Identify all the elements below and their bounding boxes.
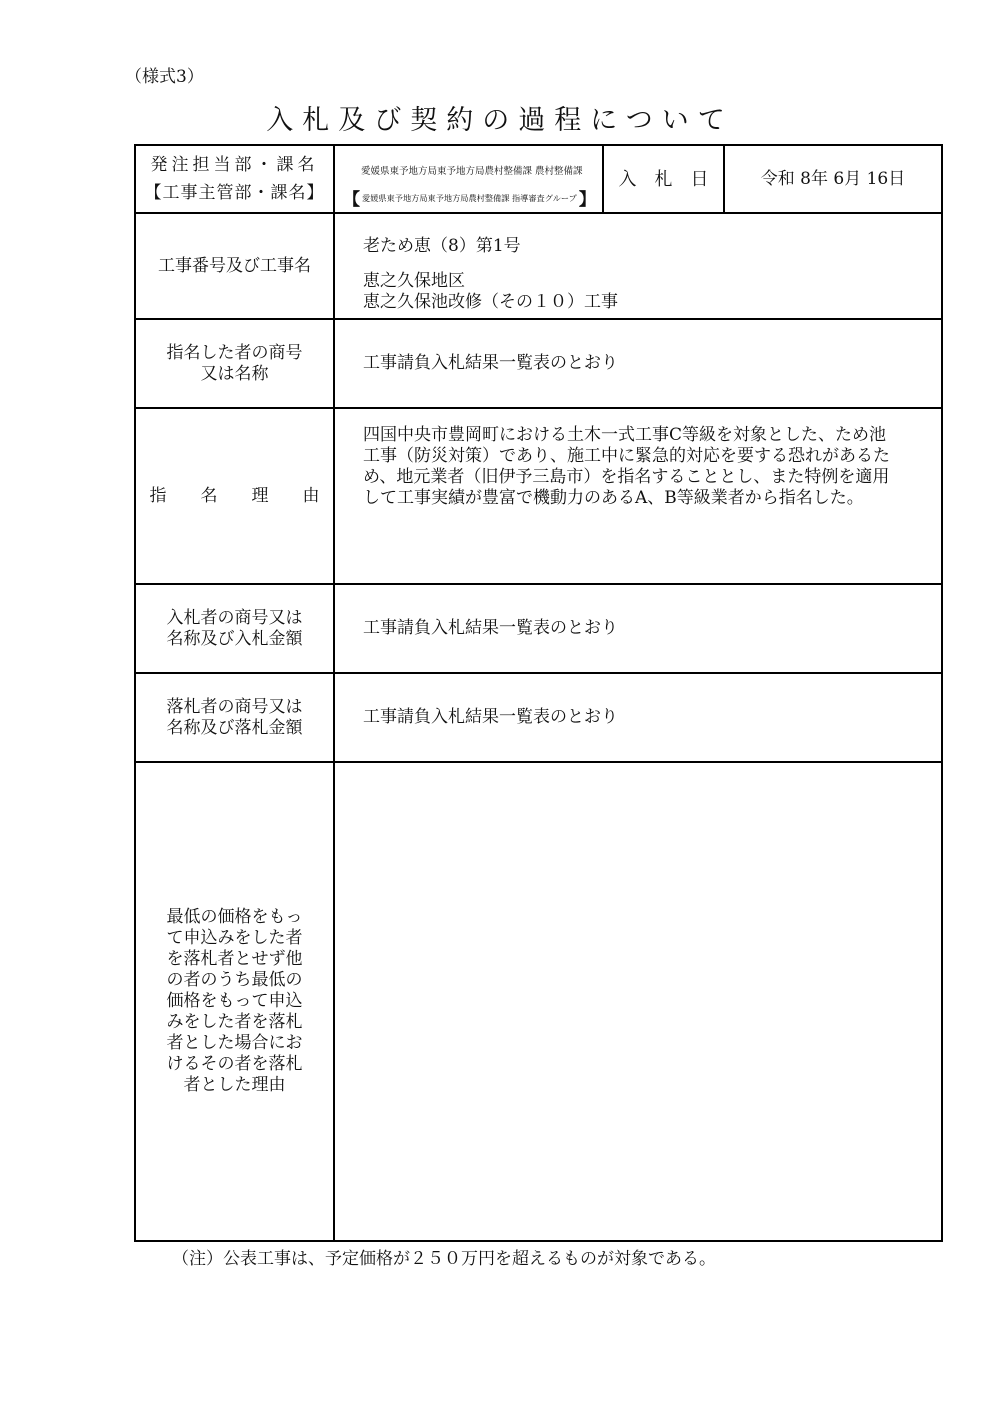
footnote: （注）公表工事は、予定価格が２５０万円を超えるものが対象である。 — [172, 1249, 716, 1269]
lowest-price-reason-value — [335, 763, 941, 1240]
dept-label-line1: 発注担当部・課名 — [150, 155, 319, 175]
dept-label-line2: 【工事主管部・課名】 — [144, 183, 325, 203]
reason-line-3: め、地元業者（旧伊予三島市）を指名することとし、また特例を適用 — [363, 467, 890, 487]
dept-sub-value: 愛媛県東予地方局東予地方局農村整備課 指導審査グループ — [362, 192, 577, 203]
lowest-label-line: て申込みをした者 — [166, 928, 303, 948]
lowest-label-line: 者とした場合にお — [166, 1033, 303, 1053]
lowest-label-line: を落札者とせず他 — [166, 949, 303, 969]
reason-content — [335, 409, 941, 583]
construction-name: 恵之久保池改修（その１０）工事 — [363, 292, 618, 312]
bidders-value: 工事請負入札結果一覧表のとおり — [363, 618, 618, 638]
lowest-label-line: みをした者を落札 — [166, 1012, 303, 1032]
bidders-label-line1: 入札者の商号又は — [166, 607, 303, 628]
dept-sub-row — [343, 185, 596, 210]
winner-label-line1: 落札者の商号又は — [166, 696, 303, 717]
construction-number: 老ため恵（8）第1号 — [363, 236, 521, 256]
reason-line-2: 工事（防災対策）であり、施工中に緊急的対応を要する恐れがあるた — [363, 446, 890, 466]
bracket-open: 【 — [343, 190, 360, 210]
reason-line-1: 四国中央市豊岡町における土木一式工事C等級を対象とした、ため池 — [363, 425, 887, 445]
bidders-label-line2: 名称及び入札金額 — [166, 628, 303, 649]
procurement-form-table — [134, 144, 943, 1242]
construction-label: 工事番号及び工事名 — [158, 255, 311, 276]
lowest-label-line: 価格をもって申込 — [166, 991, 303, 1011]
lowest-label-line: 者とした理由 — [183, 1075, 286, 1095]
lowest-label-line: の者のうち最低の — [166, 970, 303, 990]
dept-label-cell — [136, 146, 333, 212]
lowest-label-line: けるその者を落札 — [166, 1054, 303, 1074]
bidders-label — [136, 585, 333, 672]
dept-value-cell — [335, 146, 602, 212]
reason-label: 指 名 理 由 — [149, 485, 320, 506]
bid-date-value: 令和 8年 6月 16日 — [760, 168, 906, 189]
construction-content — [335, 214, 941, 318]
designated-label-line2: 又は名称 — [200, 363, 269, 384]
designated-label-line1: 指名した者の商号 — [166, 342, 303, 363]
winner-label-line2: 名称及び落札金額 — [166, 717, 303, 738]
lowest-price-reason-label — [136, 763, 333, 1240]
winner-label — [136, 674, 333, 761]
form-number: （様式3） — [125, 67, 204, 87]
reason-line-4: して工事実績が豊富で機動力のあるA、B等級業者から指名した。 — [363, 488, 864, 508]
construction-area: 恵之久保地区 — [363, 271, 465, 291]
dept-value: 愛媛県東予地方局東予地方局農村整備課 農村整備課 — [361, 166, 583, 177]
bid-date-label: 入 札 日 — [618, 168, 709, 190]
designated-value: 工事請負入札結果一覧表のとおり — [363, 353, 618, 373]
bracket-close: 】 — [578, 190, 596, 210]
designated-label — [136, 320, 333, 407]
lowest-label-line: 最低の価格をもっ — [166, 907, 303, 927]
document-title: 入札及び契約の過程について — [266, 105, 734, 136]
winner-value: 工事請負入札結果一覧表のとおり — [363, 707, 618, 727]
